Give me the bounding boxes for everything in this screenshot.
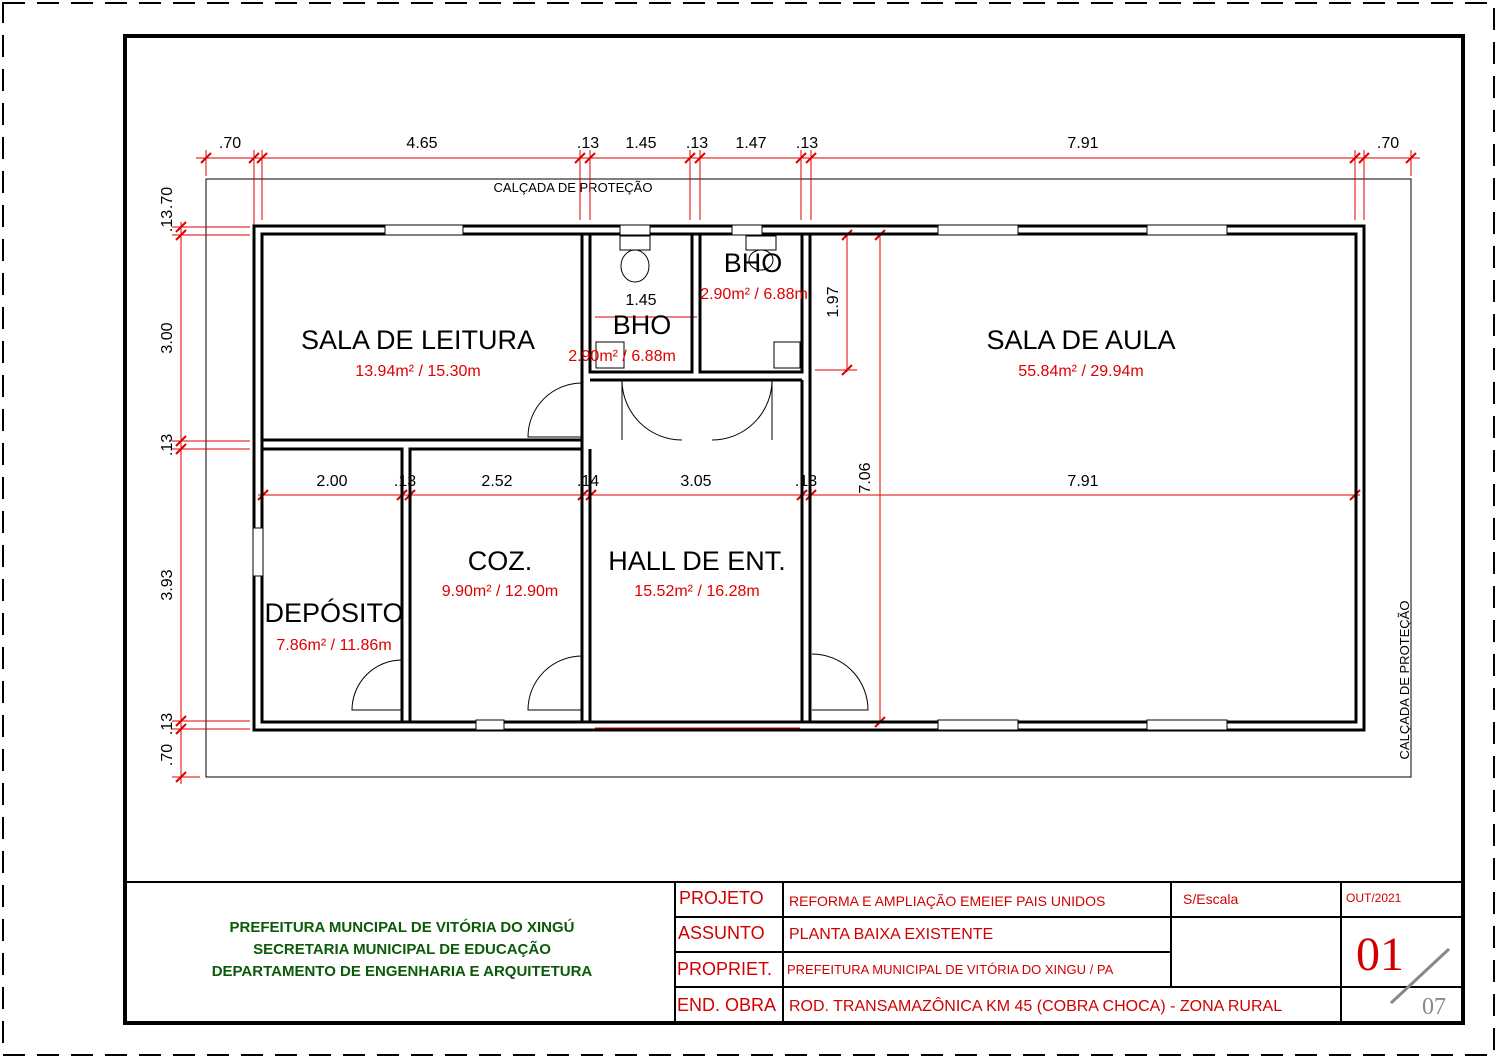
dim-left-label: 3.93: [159, 569, 176, 601]
room-area-hall: 15.52m² / 16.28m: [634, 583, 760, 600]
room-name-sala-aula: SALA DE AULA: [986, 325, 1176, 355]
room-name-bho-1: BHO: [612, 310, 672, 340]
sidewalk-label-top: CALÇADA DE PROTEÇÃO: [493, 180, 653, 195]
room-area-deposito: 7.86m² / 11.86m: [276, 637, 392, 654]
walls: [254, 226, 1364, 730]
org-line-3: DEPARTAMENTO DE ENGENHARIA E ARQUITETURA: [211, 963, 593, 980]
assunto-label: ASSUNTO: [678, 923, 765, 943]
room-area-bho-1: 2.90m² / 6.88m: [568, 348, 676, 365]
room-name-deposito: DEPÓSITO: [264, 598, 404, 628]
dim-top-label: 1.47: [735, 135, 767, 152]
dimension-lines-left: [172, 222, 250, 784]
dim-mid-label: 2.00: [316, 473, 348, 490]
room-area-sala-aula: 55.84m² / 29.94m: [1018, 363, 1144, 380]
dim-sala-height: 7.06: [857, 462, 874, 494]
room-name-hall: HALL DE ENT.: [608, 546, 786, 576]
dim-left-label: 3.00: [159, 322, 176, 354]
dim-top-label: 7.91: [1067, 135, 1099, 152]
room-area-sala-leitura: 13.94m² / 15.30m: [355, 363, 481, 380]
room-name-sala-leitura: SALA DE LEITURA: [300, 325, 536, 355]
dim-left-label: .70: [159, 743, 176, 767]
dim-mid-label: 3.05: [680, 473, 712, 490]
dim-top-label: 1.45: [625, 135, 657, 152]
end-obra-value: ROD. TRANSAMAZÔNICA KM 45 (COBRA CHOCA) - ZONA RURAL: [789, 998, 1283, 1015]
org-line-2: SECRETARIA MUNICIPAL DE EDUCAÇÃO: [253, 941, 551, 958]
dim-mid-label: 2.52: [481, 473, 513, 490]
doors: [352, 380, 868, 710]
dim-mid-label: .14: [576, 473, 600, 490]
dimension-labels-left: [159, 187, 176, 766]
dim-left-label: .13: [159, 209, 176, 233]
end-obra-label: END. OBRA: [677, 995, 777, 1015]
room-name-bho-2: BHO: [723, 248, 783, 278]
dim-top-label: .13: [795, 135, 819, 152]
dim-top-label: 4.65: [406, 135, 438, 152]
dim-top-label: .13: [685, 135, 709, 152]
dim-mid-label: .13: [794, 473, 818, 490]
assunto-value: PLANTA BAIXA EXISTENTE: [789, 926, 994, 943]
propriet-label: PROPRIET.: [677, 959, 773, 979]
dim-left-label: .70: [159, 186, 176, 210]
sidewalk-label-right: CALÇADA DE PROTEÇÃO: [1397, 600, 1412, 760]
dim-top-label: .70: [218, 135, 242, 152]
room-name-coz: COZ.: [467, 546, 533, 576]
scale-value: S/Escala: [1183, 891, 1239, 907]
dim-left-label: .13: [159, 712, 176, 736]
dimension-labels-top: [219, 135, 1399, 152]
org-line-1: PREFEITURA MUNCIPAL DE VITÓRIA DO XINGÚ: [229, 919, 575, 936]
dim-left-label: .13: [159, 433, 176, 457]
dim-mid-label: 7.91: [1067, 473, 1099, 490]
drawing-frame: [125, 36, 1463, 1023]
propriet-value: PREFEITURA MUNICIPAL DE VITÓRIA DO XINGU / PA: [787, 962, 1114, 977]
dim-top-label: .13: [576, 135, 600, 152]
projeto-value: REFORMA E AMPLIAÇÃO EMEIEF PAIS UNIDOS: [789, 893, 1106, 909]
room-area-coz: 9.90m² / 12.90m: [441, 583, 559, 600]
sheet-number: 01: [1356, 928, 1404, 981]
room-area-bho-2: 2.90m² / 6.88m: [700, 286, 808, 303]
dim-bho-width: 1.45: [625, 292, 657, 309]
projeto-label: PROJETO: [679, 888, 764, 908]
dim-top-label: .70: [1376, 135, 1400, 152]
date-value: OUT/2021: [1346, 891, 1402, 905]
dim-mid-label: .13: [393, 473, 417, 490]
dimension-labels-middle: [316, 473, 1098, 490]
dim-bho-height: 1.97: [825, 286, 842, 318]
sheet-total: 07: [1422, 994, 1446, 1020]
